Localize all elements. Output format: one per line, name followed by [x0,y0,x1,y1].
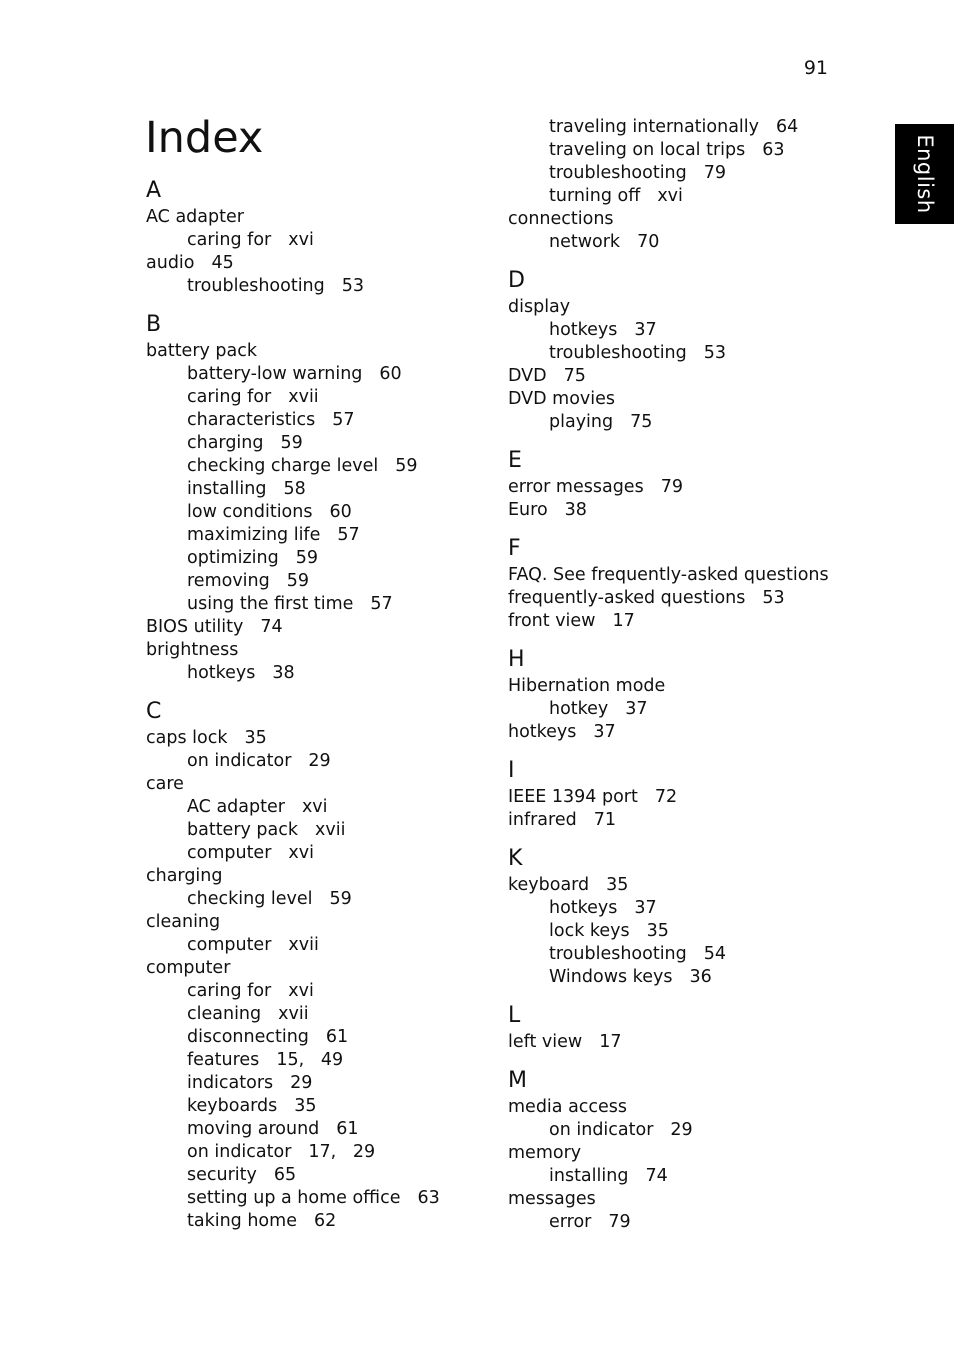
entry-term: low conditions [187,502,313,522]
entry-term: front view [508,611,596,631]
entry-term: DVD [508,366,547,386]
entry-pages: 35 [606,875,629,895]
index-section [508,756,838,832]
entry-term: network [549,232,621,252]
index-subentry [146,363,476,386]
entry-term: messages [508,1189,596,1209]
entry-term: keyboard [508,875,590,895]
entry-term: indicators [187,1073,274,1093]
index-subentry [146,229,476,252]
index-subentry [146,980,476,1003]
index-subentry [146,662,476,685]
entry-pages: 60 [379,364,402,384]
index-entry [508,476,838,499]
entry-pages: 45 [211,253,234,273]
entry-term: caps lock [146,728,228,748]
entry-term: turning off [549,186,641,206]
index-section [146,176,476,298]
page-title: Index [145,113,264,163]
index-subentry [146,501,476,524]
entry-pages: xvii [288,387,319,407]
entry-pages: 63 [762,140,785,160]
index-subentry [146,593,476,616]
index-subentry [146,888,476,911]
entry-term: traveling internationally [549,117,759,137]
entry-term: BIOS utility [146,617,244,637]
entry-term: checking charge level [187,456,379,476]
index-subentry [146,275,476,298]
entry-pages: 58 [283,479,306,499]
index-entry [508,365,838,388]
entry-term: AC adapter [146,207,244,227]
index-subentry [146,455,476,478]
index-entry [146,616,476,639]
entry-pages: 53 [762,588,785,608]
entry-term: computer [146,958,231,978]
entry-pages: 17, 29 [308,1142,376,1162]
entry-pages: 36 [689,967,712,987]
index-subentry [146,1210,476,1233]
entry-term: traveling on local trips [549,140,746,160]
section-letter: K [508,846,523,871]
language-tab-label: English [912,134,937,214]
index-entry [508,296,838,319]
entry-pages: 61 [336,1119,359,1139]
entry-pages: 59 [295,548,318,568]
entry-term: caring for [187,981,272,1001]
index-entry [508,587,838,610]
entry-pages: 54 [703,944,727,964]
entry-term: connections [508,209,614,229]
entry-pages: xvii [315,820,346,840]
index-entry [508,675,838,698]
index-subentry [508,231,838,254]
entry-term: display [508,297,571,317]
entry-term: taking home [187,1211,297,1231]
entry-term: care [146,774,184,794]
entry-term: Hibernation mode [508,676,666,696]
entry-pages: 53 [703,343,727,363]
entry-pages: 15, 49 [276,1050,344,1070]
entry-pages: 35 [294,1096,317,1116]
index-subentry [146,819,476,842]
index-entry [146,252,476,275]
index-entry [508,786,838,809]
entry-pages: 61 [325,1027,349,1047]
entry-term: optimizing [187,548,279,568]
index-subentry [508,342,838,365]
entry-term: hotkeys [549,320,618,340]
entry-term: hotkeys [508,722,577,742]
index-column-right [508,116,838,1246]
index-subentry [146,386,476,409]
entry-pages: 79 [660,477,683,497]
entry-pages: xvi [288,981,314,1001]
entry-term: playing [549,412,614,432]
index-subentry [508,411,838,434]
entry-term: security [187,1165,257,1185]
entry-pages: 35 [244,728,267,748]
index-subentry [146,1187,476,1210]
entry-term: moving around [187,1119,320,1139]
entry-term: caring for [187,387,272,407]
index-subentry [146,524,476,547]
entry-term: removing [187,571,270,591]
index-subentry [146,432,476,455]
index-entry [508,721,838,744]
index-section [146,697,476,1233]
entry-term: frequently-asked questions [508,588,746,608]
section-letter: D [508,268,525,293]
index-subentry [508,1165,838,1188]
index-entry [146,206,476,229]
entry-pages: 65 [273,1165,297,1185]
entry-term: memory [508,1143,582,1163]
index-entry [508,388,838,411]
entry-pages: 59 [280,433,303,453]
entry-pages: xvi [288,843,314,863]
entry-term: on indicator [187,1142,292,1162]
index-entry [508,208,838,231]
entry-term: computer [187,843,272,863]
entry-term: hotkeys [549,898,618,918]
index-section [508,1066,838,1234]
index-subentry [508,943,838,966]
index-section [508,1001,838,1054]
index-subentry [508,897,838,920]
entry-term: left view [508,1032,583,1052]
index-subentry [146,570,476,593]
section-letter: I [508,758,515,783]
index-entry [146,727,476,750]
entry-term: DVD movies [508,389,616,409]
index-entry [508,1031,838,1054]
entry-pages: 63 [417,1188,440,1208]
index-subentry [508,1211,838,1234]
entry-pages: 59 [329,889,352,909]
index-entry [146,911,476,934]
entry-pages: xvi [301,797,328,817]
entry-pages: 75 [563,366,586,386]
entry-pages: 29 [308,751,331,771]
index-subentry [508,185,838,208]
entry-pages: xvi [657,186,683,206]
entry-pages: 38 [272,663,295,683]
entry-pages: 72 [654,787,678,807]
entry-pages: 37 [593,722,616,742]
index-section [508,266,838,434]
entry-pages: 57 [337,525,360,545]
section-letter: F [508,536,521,561]
entry-term: error messages [508,477,644,497]
entry-term: infrared [508,810,577,830]
entry-term: IEEE 1394 port [508,787,638,807]
entry-term: troubleshooting [549,944,687,964]
index-entry [508,499,838,522]
entry-term: caring for [187,230,272,250]
entry-term: charging [146,866,223,886]
index-section [508,844,838,989]
entry-pages: 74 [260,617,283,637]
language-tab [895,124,954,224]
entry-pages: 57 [332,410,355,430]
index-subentry [146,1164,476,1187]
index-subentry [146,1118,476,1141]
entry-pages: 79 [608,1212,631,1232]
entry-term: AC adapter [187,797,285,817]
index-entry [508,1096,838,1119]
entry-pages: 59 [395,456,418,476]
entry-pages: 70 [637,232,660,252]
index-entry [508,610,838,633]
entry-term: keyboards [187,1096,278,1116]
index-entry [508,874,838,897]
index-column-left [146,176,476,1245]
index-subentry [508,139,838,162]
entry-pages: 29 [290,1073,313,1093]
section-letter: C [146,699,162,724]
index-subentry [146,842,476,865]
entry-term: characteristics [187,410,316,430]
index-section [508,446,838,522]
section-letter: E [508,448,522,473]
index-subentry [146,409,476,432]
index-entry [146,773,476,796]
index-subentry [508,319,838,342]
entry-term: computer [187,935,272,955]
entry-term: checking level [187,889,313,909]
entry-term: FAQ. See frequently-asked questions [508,565,829,585]
entry-term: installing [187,479,267,499]
index-subentry [146,1003,476,1026]
index-subentry [508,116,838,139]
index-subentry [146,1141,476,1164]
entry-term: media access [508,1097,628,1117]
entry-term: features [187,1050,260,1070]
index-subentry [146,1026,476,1049]
index-subentry [146,1095,476,1118]
section-letter: B [146,312,162,337]
entry-term: error [549,1212,592,1232]
index-section [508,534,838,633]
entry-pages: xvii [278,1004,309,1024]
index-subentry [508,920,838,943]
index-subentry [146,796,476,819]
entry-pages: 71 [593,810,616,830]
index-subentry [146,1049,476,1072]
entry-pages: xvi [288,230,314,250]
entry-pages: 37 [634,898,657,918]
entry-pages: 29 [670,1120,693,1140]
index-subentry [508,1119,838,1142]
index-entry [508,1142,838,1165]
entry-term: on indicator [187,751,292,771]
entry-term: hotkeys [187,663,256,683]
entry-term: troubleshooting [549,343,687,363]
entry-pages: 74 [645,1166,668,1186]
entry-term: battery pack [146,341,258,361]
index-entry [508,1188,838,1211]
entry-pages: 53 [341,276,365,296]
section-letter: M [508,1068,527,1093]
entry-term: disconnecting [187,1027,309,1047]
index-section [508,645,838,744]
index-subentry [508,162,838,185]
entry-term: charging [187,433,264,453]
entry-pages: 64 [776,117,799,137]
index-section [508,116,838,254]
section-letter: L [508,1003,521,1028]
section-letter: H [508,647,525,672]
entry-term: lock keys [549,921,630,941]
entry-term: cleaning [146,912,221,932]
index-subentry [508,698,838,721]
index-subentry [146,750,476,773]
entry-term: brightness [146,640,239,660]
entry-pages: 17 [599,1032,622,1052]
entry-pages: 35 [646,921,669,941]
entry-term: Euro [508,500,548,520]
entry-pages: 59 [286,571,310,591]
index-entry [146,865,476,888]
index-entry [508,564,838,587]
entry-pages: 37 [634,320,657,340]
entry-term: cleaning [187,1004,262,1024]
index-subentry [146,478,476,501]
index-section [146,310,476,685]
index-subentry [146,934,476,957]
entry-term: maximizing life [187,525,321,545]
index-subentry [146,1072,476,1095]
entry-term: audio [146,253,195,273]
entry-term: battery pack [187,820,299,840]
entry-term: hotkey [549,699,609,719]
entry-pages: 75 [630,412,653,432]
entry-term: installing [549,1166,629,1186]
entry-term: troubleshooting [549,163,687,183]
entry-pages: 57 [370,594,393,614]
entry-pages: 38 [564,500,587,520]
entry-pages: 37 [625,699,648,719]
index-subentry [508,966,838,989]
entry-term: using the first time [187,594,354,614]
entry-term: troubleshooting [187,276,325,296]
index-entry [146,340,476,363]
entry-term: battery-low warning [187,364,363,384]
index-entry [146,639,476,662]
entry-pages: 79 [703,163,727,183]
entry-term: on indicator [549,1120,654,1140]
index-entry [508,809,838,832]
section-letter: A [146,178,162,203]
entry-pages: 60 [329,502,352,522]
index-entry [146,957,476,980]
page-number: 91 [803,57,828,79]
entry-pages: 62 [313,1211,337,1231]
index-subentry [146,547,476,570]
entry-term: Windows keys [549,967,673,987]
entry-pages: 17 [612,611,635,631]
entry-term: setting up a home office [187,1188,401,1208]
entry-pages: xvii [288,935,319,955]
